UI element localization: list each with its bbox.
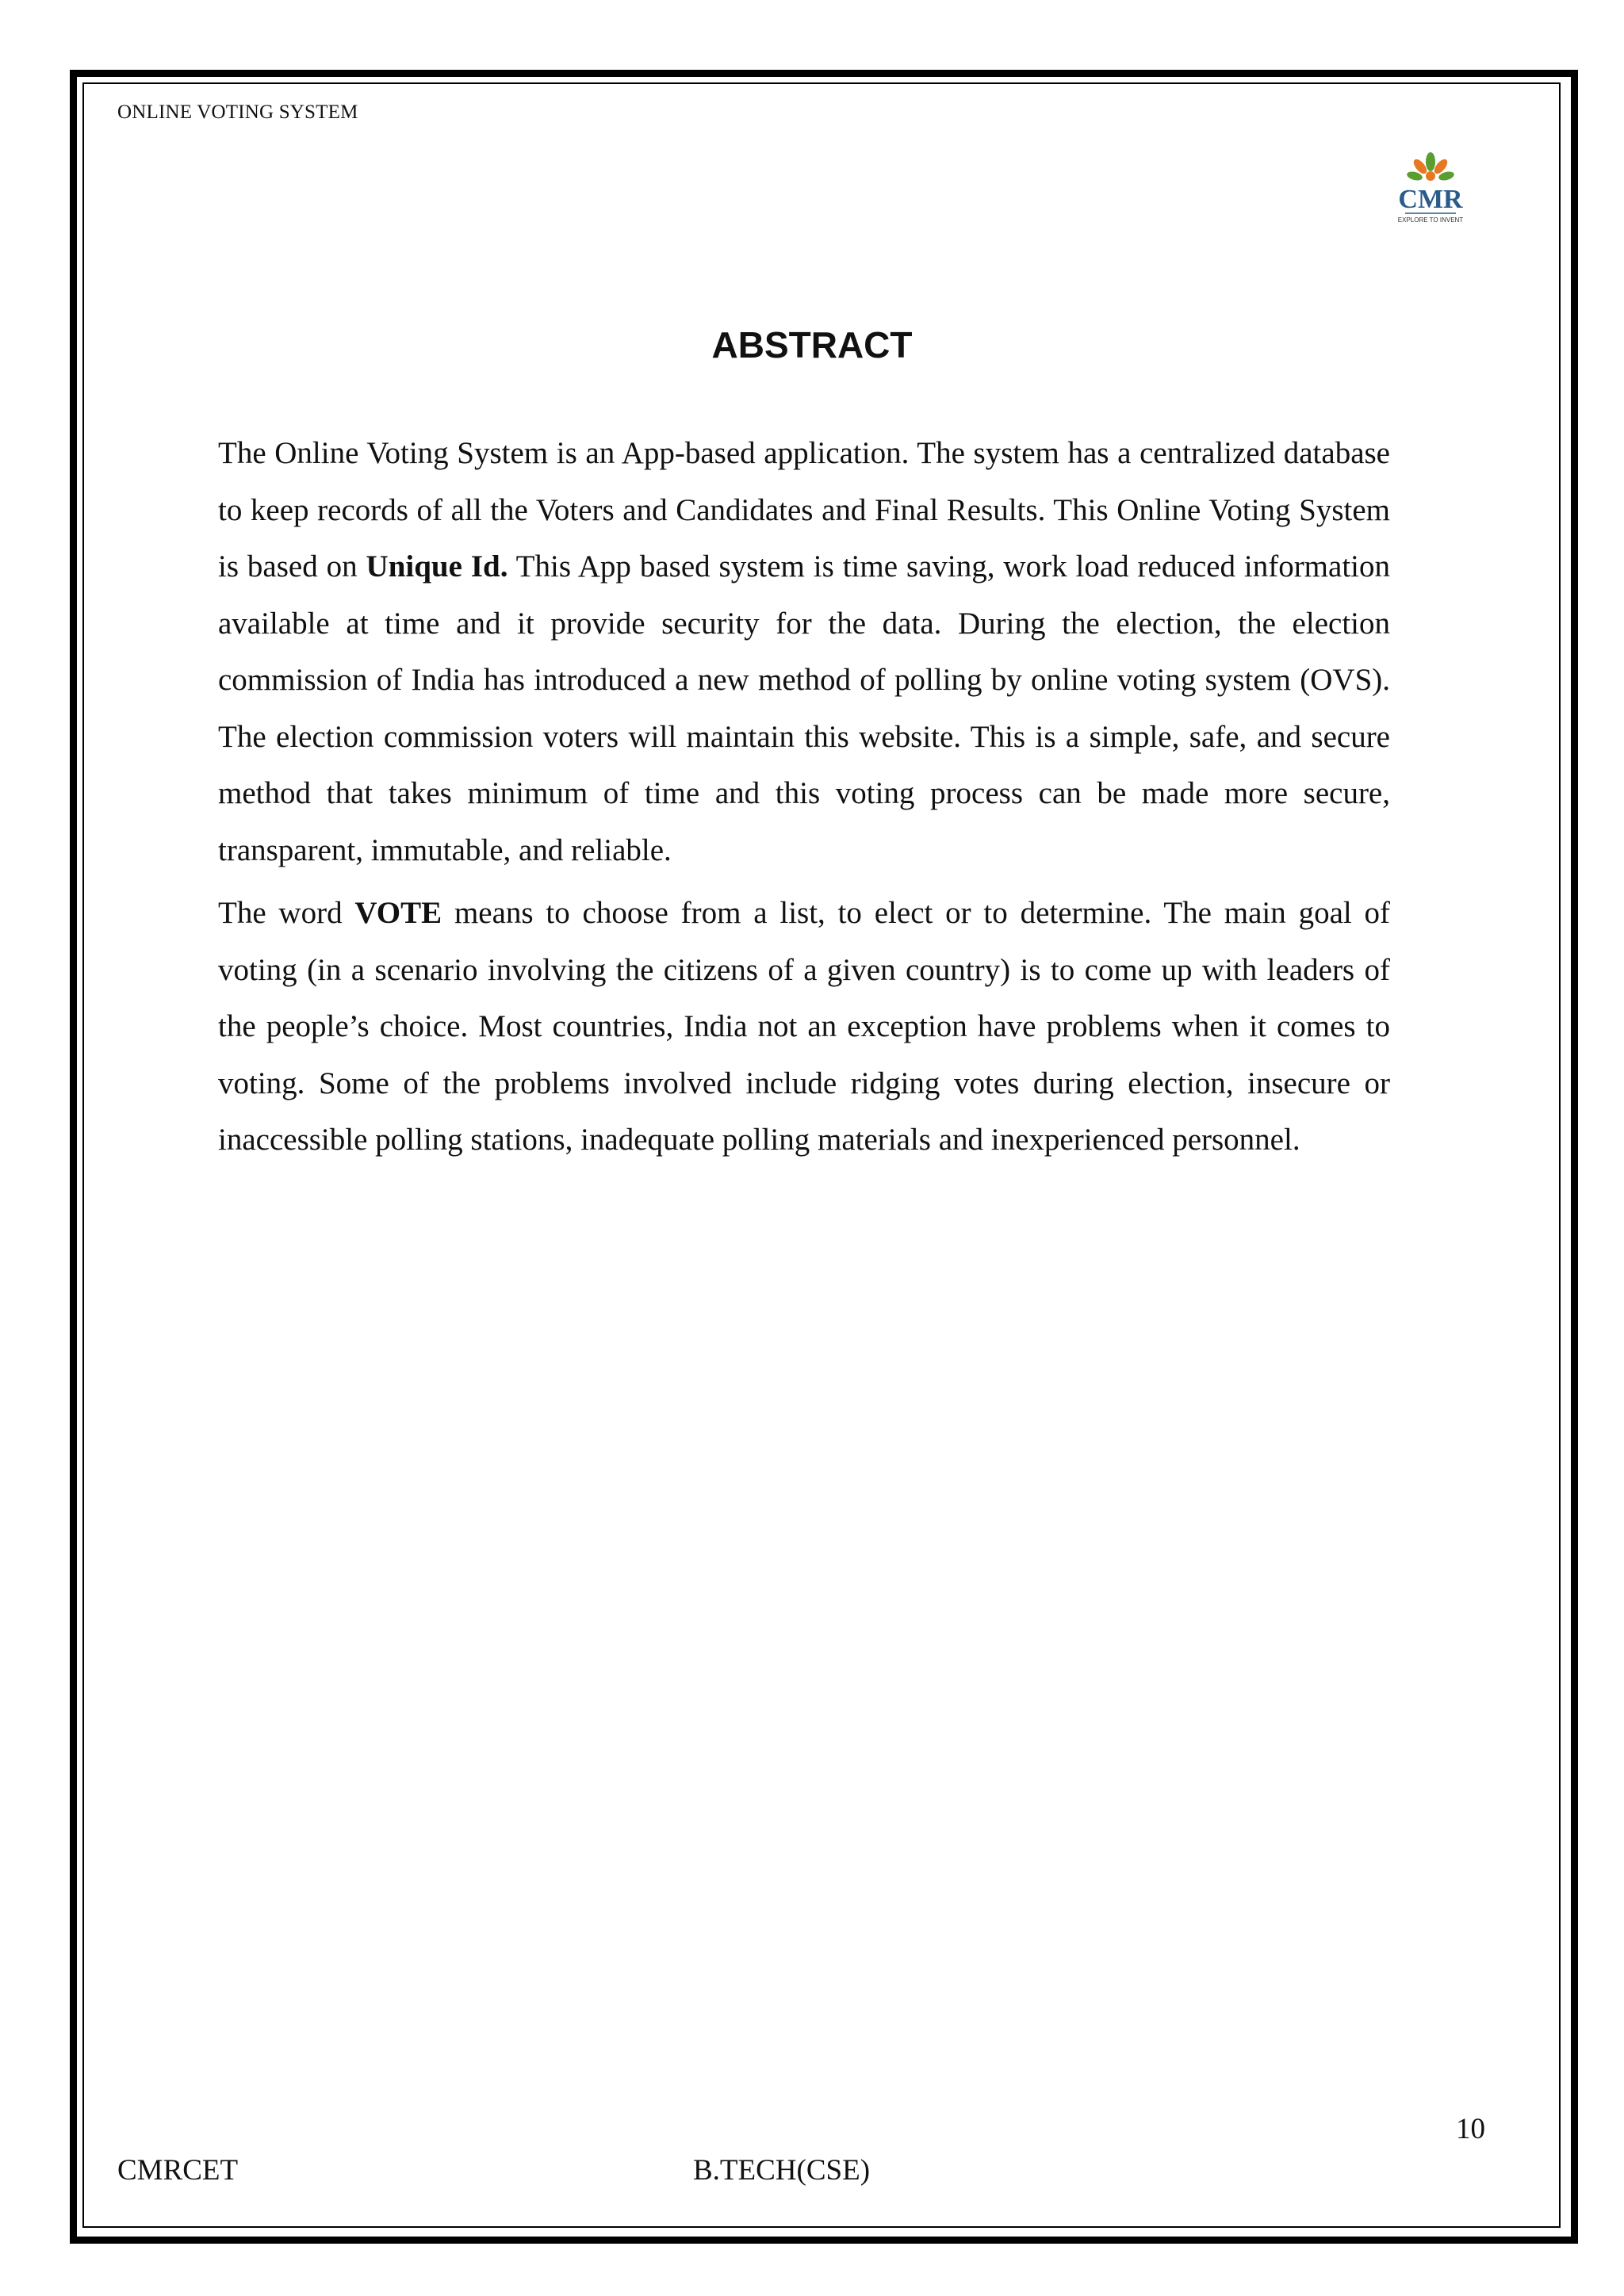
paragraph-2-text-b: means to choose from a list, to elect or to determine. The main goal of voting (in a scenario involving the citizens of a given country) is to come up with leaders of the people’s choice. Most countries, India not an exception have problems when it comes to voting. Some of the problems involved include ridging votes during election, insecure or inaccessible polling stations, inadequate polling materials and inexperienced personnel. — [218, 896, 1391, 1157]
paragraph-2-bold: VOTE — [354, 896, 442, 930]
page-number: 10 — [1456, 2113, 1485, 2145]
abstract-paragraph-1 — [218, 425, 1390, 878]
paragraph-2-text-a: The word — [218, 896, 355, 930]
paragraph-1-text-a: The Online Voting System is an App-based application. The system has a centralized database to keep records of all the Voters and Candidates and Final Results. This Online Voting System is based on — [218, 436, 1390, 584]
paragraph-1-bold: Unique Id. — [366, 549, 508, 584]
abstract-paragraph-2 — [218, 885, 1390, 1169]
cmr-logo — [1389, 151, 1472, 233]
logo-text: CMR — [1398, 185, 1463, 214]
footer-institution: CMRCET — [117, 2154, 239, 2187]
logo-flower-icon — [1406, 152, 1455, 182]
running-header: ONLINE VOTING SYSTEM — [117, 101, 358, 123]
abstract-body — [218, 425, 1390, 1169]
footer-program: B.TECH(CSE) — [693, 2154, 871, 2187]
logo-tagline: EXPLORE TO INVENT — [1397, 216, 1464, 224]
page-title: ABSTRACT — [711, 324, 913, 365]
paragraph-1-text-b: This App based system is time saving, work load reduced information available at time and it provide security for the data. During the election, the election commission of India has introduced a new method of polling by online voting system (OVS). The election commission voters will maintain this website. This is a simple, safe, and secure method that takes minimum of time and this voting process can be made more secure, transparent, immutable, and reliable. — [218, 549, 1391, 867]
